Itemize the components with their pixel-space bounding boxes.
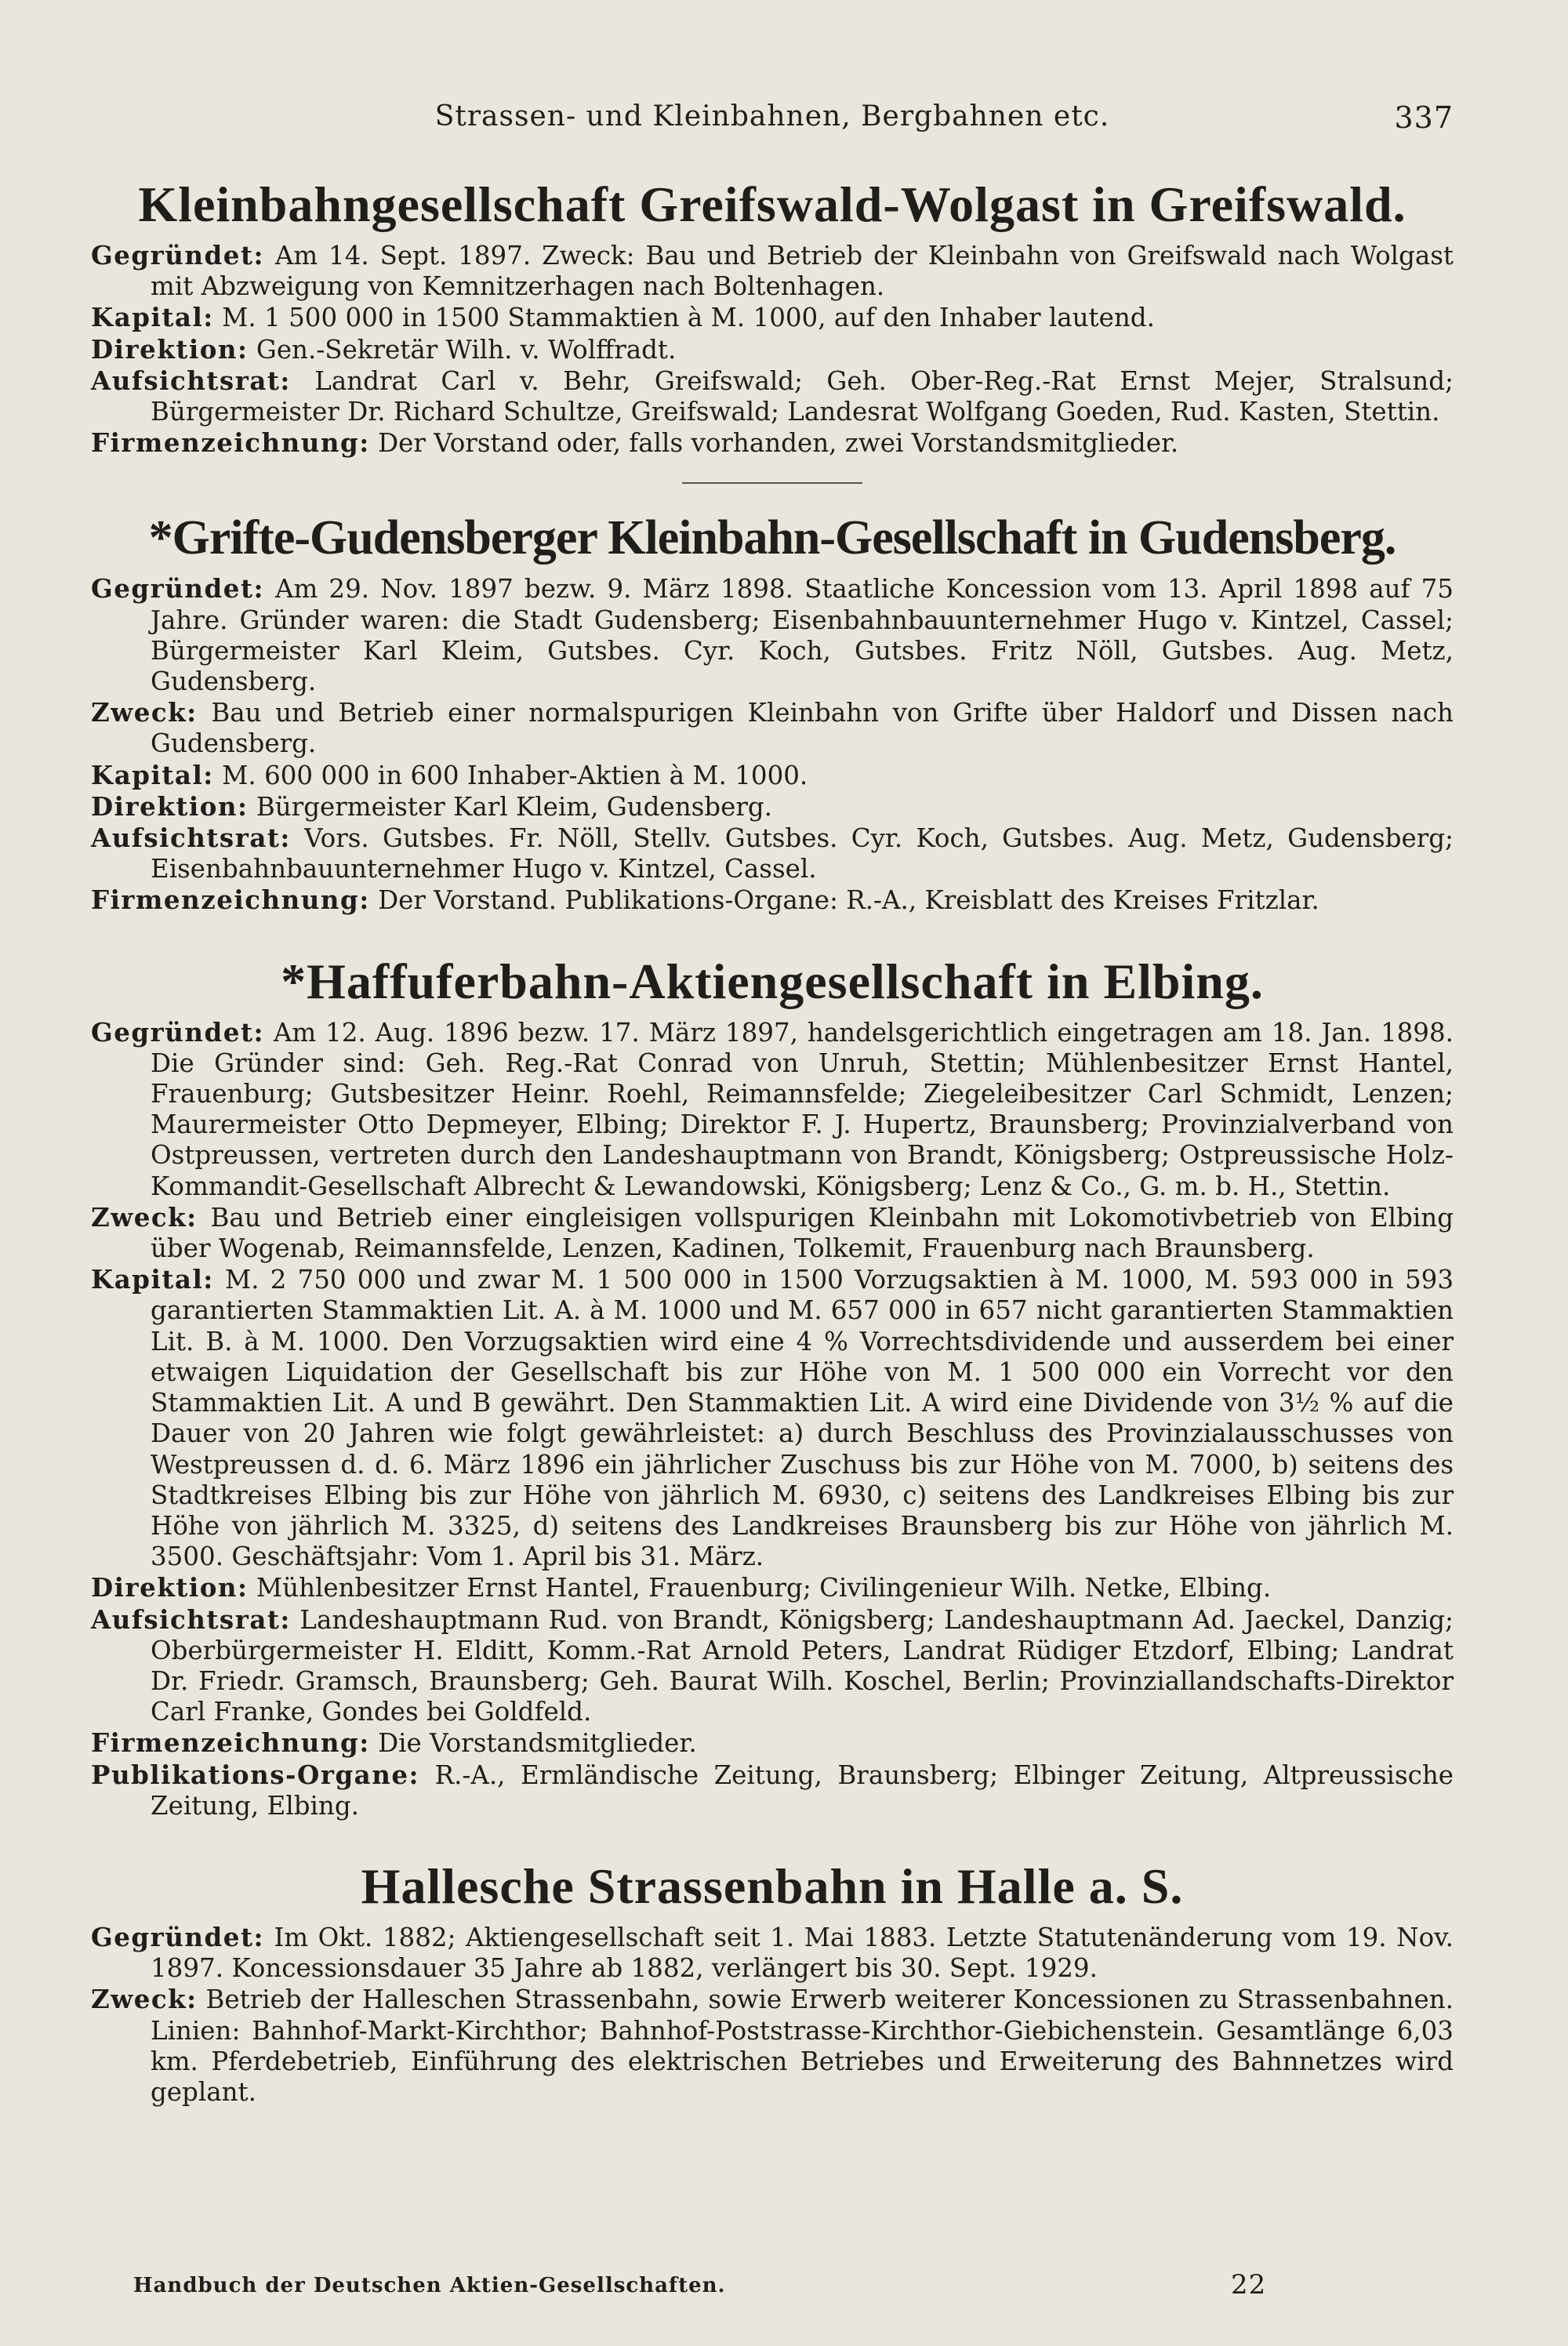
entry-label: Firmenzeichnung: — [91, 1727, 370, 1759]
entry-text: Am 14. Sept. 1897. Zweck: Bau und Betrieb der Kleinbahn von Greifswald nach Wolgast mit Abzweigung von Kemnitzerhagen nach Boltenhagen. — [151, 241, 1454, 302]
entry-label: Kapital: — [91, 1264, 214, 1295]
section-gap — [91, 1821, 1454, 1856]
entry-text: M. 2 750 000 und zwar M. 1 500 000 in 1500 Vorzugsaktien à M. 1000, M. 593 000 in 593 garantierten Stammaktien Lit. A. à M. 1000 und M. 657 000 in 657 nicht garantierten Stammaktien Lit. B. à M. 1000. Den Vorzugsaktien wird eine 4 % Vorrechtsdividende und ausserdem bei einer etwaigen Liquidation der Gesellschaft bis zur Höhe von M. 1 500 000 ein Vorrecht vor den Stammaktien Lit. A und B gewährt. Den Stammaktien Lit. A wird eine Dividende von 3½ % auf die Dauer von 20 Jahren wie folgt gewährleistet: a) durch Beschluss des Provinzialausschusses von Westpreussen d. d. 6. März 1896 ein jährlicher Zuschuss bis zur Höhe von M. 7000, b) seitens des Stadtkreises Elbing bis zur Höhe von jährlich M. 6930, c) seitens des Landkreises Elbing bis zur Höhe von jährlich M. 3325, d) seitens des Landkreises Braunsberg bis zur Höhe von jährlich M. 3500. Geschäftsjahr: Vom 1. April bis 31. März. — [151, 1265, 1454, 1572]
entry-label: Direktion: — [91, 333, 249, 365]
entry-management — [91, 791, 1454, 823]
entry-signature — [91, 1727, 1454, 1759]
section-title: Hallesche Strassenbahn in Halle a. S. — [361, 1858, 1184, 1914]
entry-text: Gen.-Sekretär Wilh. v. Wolffradt. — [256, 334, 677, 365]
entry-label: Gegründet: — [91, 1921, 264, 1952]
entry-founded — [91, 573, 1454, 697]
entry-label: Aufsichtsrat: — [91, 1603, 291, 1635]
entry-label: Zweck: — [91, 1201, 198, 1233]
entry-text: Landrat Carl v. Behr, Greifswald; Geh. Ober-Reg.-Rat Ernst Mejer, Stralsund; Bürgermeister Dr. Richard Schultze, Greifswald; Landesrat Wolfgang Goeden, Rud. Kasten, Stettin. — [151, 365, 1454, 427]
entry-text: M. 1 500 000 in 1500 Stammaktien à M. 1000, auf den Inhaber lautend. — [222, 303, 1155, 333]
section-title: *Haffuferbahn-Aktiengesellschaft in Elbing. — [281, 953, 1264, 1009]
page-number: 337 — [1394, 100, 1454, 135]
entry-management — [91, 334, 1454, 365]
entry-label: Aufsichtsrat: — [91, 823, 291, 854]
company-section-greifswald-wolgast — [91, 174, 1454, 459]
section-title: *Grifte-Gudensberger Kleinbahn-Gesellschaft in Gudensberg. — [148, 511, 1396, 565]
entry-founded — [91, 1922, 1454, 1984]
entry-signature — [91, 427, 1454, 459]
entry-supervisory-board — [91, 1604, 1454, 1728]
entry-management — [91, 1572, 1454, 1603]
entry-text: M. 600 000 in 600 Inhaber-Aktien à M. 1000. — [222, 760, 808, 790]
entry-text: Am 12. Aug. 1896 bezw. 17. März 1897, handelsgerichtlich eingetragen am 18. Jan. 1898. Die Gründer sind: Geh. Reg.-Rat Conrad von Unruh, Stettin; Mühlenbesitzer Ernst Hantel, Frauenburg; Gutsbesitzer Heinr. Roehl, Reimannsfelde; Ziegeleibesitzer Carl Schmidt, Lenzen; Maurermeister Otto Depmeyer, Elbing; Direktor F. J. Hupertz, Braunsberg; Provinzialverband von Ostpreussen, vertreten durch den Landeshauptmann von Brandt, Königsberg; Ostpreussische Holz-Kommandit-Gesellschaft Albrecht & Lewandowski, Königsberg; Lenz & Co., G. m. b. H., Stettin. — [151, 1017, 1454, 1201]
entry-supervisory-board — [91, 823, 1454, 884]
entry-capital — [91, 302, 1454, 333]
entry-label: Gegründet: — [91, 240, 264, 271]
entry-label: Publikations-Organe: — [91, 1759, 420, 1790]
entry-label: Zweck: — [91, 1984, 198, 2015]
page-content — [91, 174, 1454, 2108]
page-footer — [133, 2269, 1270, 2301]
entry-text: Vors. Gutsbes. Fr. Nöll, Stellv. Gutsbes. Cyr. Koch, Gutsbes. Aug. Metz, Gudensberg; Eisenbahnbauunternehmer Hugo v. Kintzel, Cassel. — [151, 823, 1454, 884]
entry-founded — [91, 240, 1454, 302]
section-divider — [682, 482, 862, 484]
entry-capital — [91, 1264, 1454, 1572]
entry-purpose — [91, 1984, 1454, 2108]
running-head-title: Strassen- und Kleinbahnen, Bergbahnen etc. — [434, 100, 1110, 133]
entry-label: Firmenzeichnung: — [91, 884, 370, 916]
entry-label: Direktion: — [91, 1572, 249, 1603]
section-title: Kleinbahngesellschaft Greifswald-Wolgast in Greifswald. — [138, 176, 1406, 232]
entry-label: Aufsichtsrat: — [91, 365, 291, 396]
footer-text: Handbuch der Deutschen Aktien-Gesellschaften. — [133, 2274, 726, 2297]
entry-capital — [91, 760, 1454, 791]
entry-label: Firmenzeichnung: — [91, 427, 370, 459]
entry-text: Mühlenbesitzer Ernst Hantel, Frauenburg; Civilingenieur Wilh. Netke, Elbing. — [256, 1573, 1272, 1603]
section-gap — [91, 917, 1454, 951]
entry-label: Direktion: — [91, 790, 249, 822]
company-section-hallesche-strassenbahn — [91, 1856, 1454, 2108]
entry-text: Bau und Betrieb einer eingleisigen vollspurigen Kleinbahn mit Lokomotivbetrieb von Elbing über Wogenab, Reimannsfelde, Lenzen, Kadinen, Tolkemit, Frauenburg nach Braunsberg. — [151, 1202, 1454, 1264]
entry-purpose — [91, 1202, 1454, 1264]
entry-text: Betrieb der Halleschen Strassenbahn, sowie Erwerb weiterer Koncessionen zu Strassenbahnen. Linien: Bahnhof-Markt-Kirchthor; Bahnhof-Poststrasse-Kirchthor-Giebichenstein. Gesamtlänge 6,03 km. Pferdebetrieb, Einführung des elektrischen Betriebes und Erweiterung des Bahnnetzes wird geplant. — [151, 1985, 1454, 2107]
entry-text: Die Vorstandsmitglieder. — [378, 1728, 697, 1759]
entry-label: Kapital: — [91, 302, 214, 333]
entry-supervisory-board — [91, 365, 1454, 427]
entry-label: Kapital: — [91, 759, 214, 790]
signature-mark: 22 — [1231, 2269, 1267, 2301]
entry-founded — [91, 1017, 1454, 1202]
entry-text: R.-A., Ermländische Zeitung, Braunsberg; Elbinger Zeitung, Altpreussische Zeitung, Elbing. — [151, 1760, 1454, 1821]
entry-text: Landeshauptmann Rud. von Brandt, Königsberg; Landeshauptmann Ad. Jaeckel, Danzig; Oberbürgermeister H. Elditt, Komm.-Rat Arnold Peters, Landrat Rüdiger Etzdorf, Elbing; Landrat Dr. Friedr. Gramsch, Braunsberg; Geh. Baurat Wilh. Koschel, Berlin; Provinziallandschafts-Direktor Carl Franke, Gondes bei Goldfeld. — [151, 1604, 1454, 1727]
entry-text: Bau und Betrieb einer normalspurigen Kleinbahn von Grifte über Haldorf und Dissen nach Gudensberg. — [151, 698, 1454, 759]
company-section-grifte-gudensberg — [91, 507, 1454, 916]
company-section-haffuferbahn — [91, 951, 1454, 1821]
entry-text: Bürgermeister Karl Kleim, Gudensberg. — [256, 791, 773, 822]
entry-label: Zweck: — [91, 697, 198, 728]
entry-text: Der Vorstand. Publikations-Organe: R.-A., Kreisblatt des Kreises Fritzlar. — [378, 885, 1319, 916]
entry-text: Im Okt. 1882; Aktiengesellschaft seit 1. Mai 1883. Letzte Statutenänderung vom 19. Nov. 1897. Koncessionsdauer 35 Jahre ab 1882, verlängert bis 30. Sept. 1929. — [151, 1922, 1454, 1984]
entry-signature — [91, 884, 1454, 916]
entry-text: Am 29. Nov. 1897 bezw. 9. März 1898. Staatliche Koncession vom 13. April 1898 auf 75 Jahre. Gründer waren: die Stadt Gudensberg; Eisenbahnbauunternehmer Hugo v. Kintzel, Cassel; Bürgermeister Karl Kleim, Gutsbes. Cyr. Koch, Gutsbes. Fritz Nöll, Gutsbes. Aug. Metz, Gudensberg. — [151, 574, 1454, 697]
entry-purpose — [91, 697, 1454, 759]
entry-label: Gegründet: — [91, 573, 264, 605]
entry-text: Der Vorstand oder, falls vorhanden, zwei Vorstandsmitglieder. — [378, 428, 1179, 459]
entry-label: Gegründet: — [91, 1016, 264, 1048]
entry-publications — [91, 1760, 1454, 1821]
